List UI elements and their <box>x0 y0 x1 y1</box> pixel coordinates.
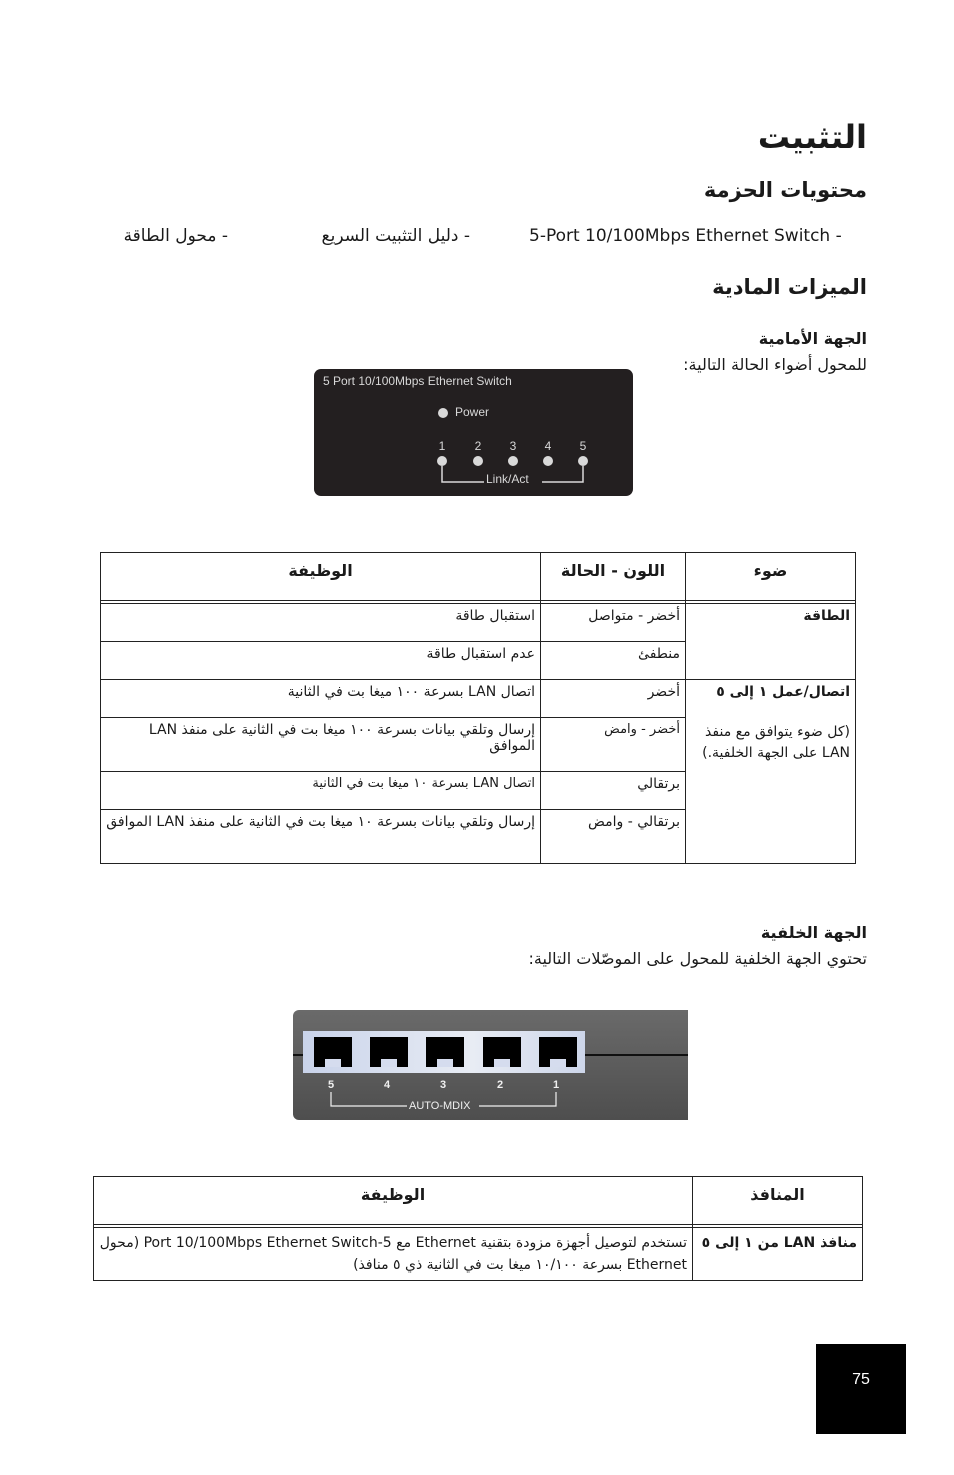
led-name-power: الطاقة <box>686 604 856 680</box>
led-color: أخضر - متواصل <box>541 604 686 642</box>
auto-mdix-label: AUTO-MDIX <box>409 1100 471 1112</box>
led-function: اتصال LAN بسرعة ١٠ ميغا بت في الثانية <box>101 772 541 810</box>
section-heading-features: الميزات المادية <box>712 275 867 299</box>
subheading-front: الجهة الأمامية <box>758 329 867 348</box>
port-number: 2 <box>496 1079 504 1091</box>
led-function: استقبال طاقة <box>101 604 541 642</box>
front-panel-title: 5 Port 10/100Mbps Ethernet Switch <box>323 374 512 388</box>
front-panel-illustration <box>314 369 633 496</box>
rear-panel-illustration <box>293 1010 688 1120</box>
link-led-note: (كل ضوء يتوافق مع منفذ LAN على الجهة الخلفية.) <box>702 724 850 761</box>
header-ports: المنافذ <box>693 1177 863 1225</box>
front-description: للمحول أضواء الحالة التالية: <box>683 355 867 374</box>
section-heading-contents: محتويات الحزمة <box>703 178 867 202</box>
port-number: 2 <box>474 439 482 453</box>
link-bracket <box>314 369 633 496</box>
port-number: 1 <box>552 1079 560 1091</box>
port-number: 4 <box>383 1079 391 1091</box>
led-function: إرسال وتلقي بيانات بسرعة ١٠ ميغا بت في الثانية على منفذ LAN الموافق <box>101 810 541 864</box>
led-function: عدم استقبال طاقة <box>101 642 541 680</box>
header-color-status: اللون - الحالة <box>541 553 686 601</box>
led-color: أخضر - وامض <box>541 718 686 772</box>
led-color: أخضر <box>541 680 686 718</box>
header-function: الوظيفة <box>94 1177 693 1225</box>
table-row <box>101 680 856 718</box>
port-number: 3 <box>509 439 517 453</box>
table-header-row <box>101 553 856 601</box>
package-item-guide: - دليل التثبيت السريع <box>321 226 470 246</box>
header-led: ضوء <box>686 553 856 601</box>
port-number: 3 <box>439 1079 447 1091</box>
table-row <box>94 1228 863 1281</box>
port-number: 5 <box>579 439 587 453</box>
led-color: برتقالي <box>541 772 686 810</box>
page-title: التثبيت <box>757 118 867 156</box>
mdix-bracket <box>293 1010 688 1120</box>
led-color: منطفئ <box>541 642 686 680</box>
led-name-link <box>686 680 856 864</box>
page-number: 75 <box>816 1344 906 1434</box>
package-item-adapter: - محول الطاقة <box>123 226 228 246</box>
port-function: تستخدم لتوصيل أجهزة مزودة بتقنية Ethernet مع 5-Port 10/100Mbps Ethernet Switch (محول Ethernet بسرعة ١٠/١٠٠ ميغا بت في الثانية ذي ٥ منافذ) <box>94 1228 693 1281</box>
link-act-label: Link/Act <box>486 472 529 486</box>
led-function: إرسال وتلقي بيانات بسرعة ١٠٠ ميغا بت في الثانية على منفذ LAN الموافق <box>101 718 541 772</box>
rear-description: تحتوي الجهة الخلفية للمحول على الموصّلات التالية: <box>528 949 867 968</box>
port-name: منافذ LAN من ١ إلى ٥ <box>693 1228 863 1281</box>
port-number: 4 <box>544 439 552 453</box>
table-header-row <box>94 1177 863 1225</box>
link-led-label: اتصال/عمل ١ إلى ٥ <box>716 684 850 700</box>
port-number: 5 <box>327 1079 335 1091</box>
table-row <box>101 604 856 642</box>
led-color: برتقالي - وامض <box>541 810 686 864</box>
led-status-table <box>100 552 856 864</box>
package-item-switch: 5-Port 10/100Mbps Ethernet Switch - <box>529 226 842 246</box>
header-function: الوظيفة <box>101 553 541 601</box>
port-table <box>93 1176 863 1281</box>
subheading-rear: الجهة الخلفية <box>760 923 867 942</box>
power-label: Power <box>455 405 490 419</box>
port-number: 1 <box>438 439 446 453</box>
led-function: اتصال LAN بسرعة ١٠٠ ميغا بت في الثانية <box>101 680 541 718</box>
